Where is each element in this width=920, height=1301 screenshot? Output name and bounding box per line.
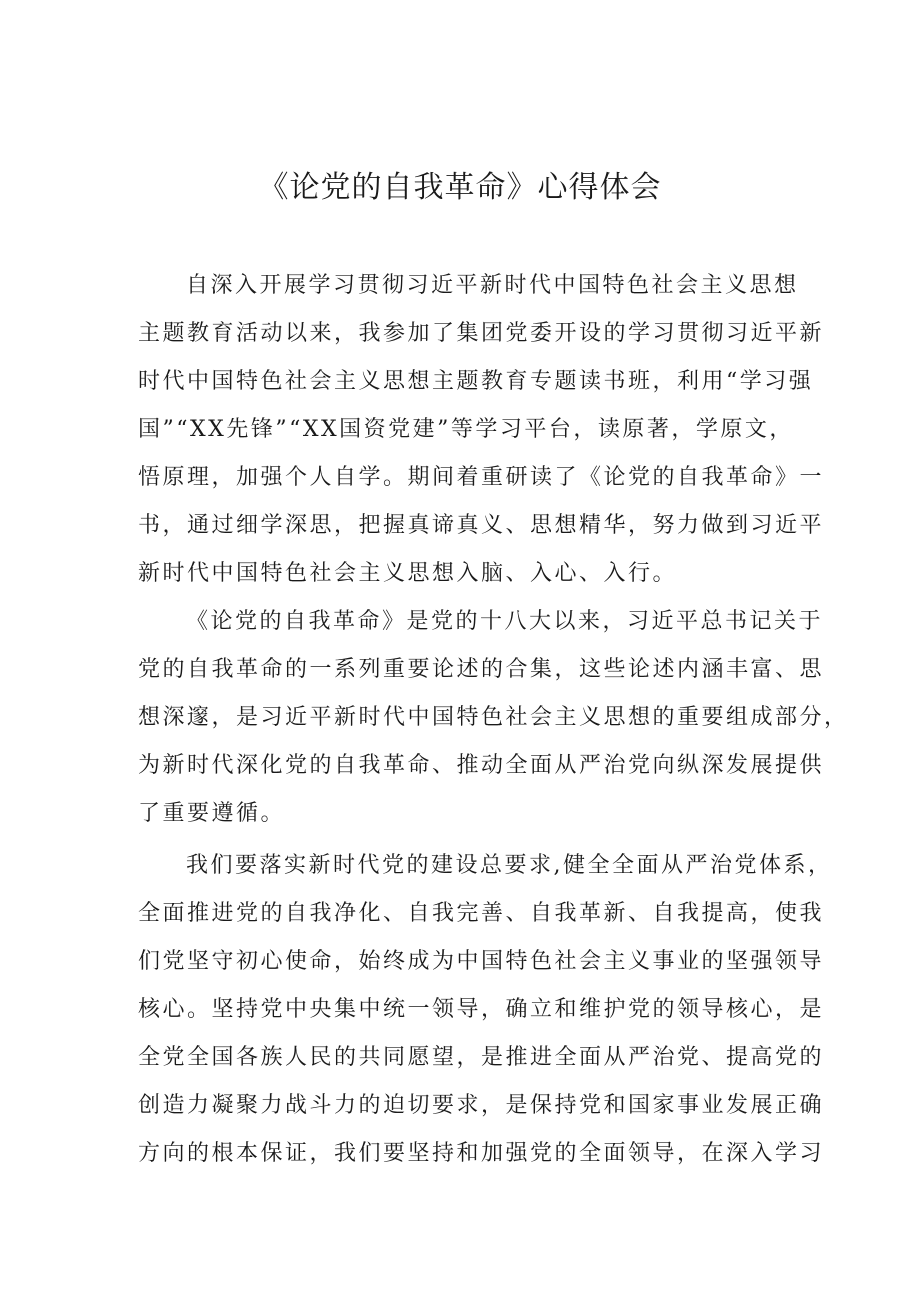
paragraph-line: 《论党的自我革命》是党的十八大以来，习近平总书记关于: [186, 609, 824, 634]
paragraph-line: 国”“XX先锋”“XX国资党建”等学习平台，读原著，学原文，: [138, 417, 794, 442]
paragraph-1: [138, 262, 825, 598]
paragraph-line: 自深入开展学习贯彻习近平新时代中国特色社会主义思想: [186, 273, 799, 298]
paragraph-line: 全党全国各族人民的共同愿望，是推进全面从严治党、提高党的: [138, 1045, 825, 1070]
paragraph-line: 主题教育活动以来，我参加了集团党委开设的学习贯彻习近平新: [138, 321, 825, 346]
paragraph-line: 了重要遵循。: [138, 801, 286, 826]
paragraph-line: 为新时代深化党的自我革命、推动全面从严治党向纵深发展提供: [138, 753, 825, 778]
paragraph-line: 方向的根本保证，我们要坚持和加强党的全面领导，在深入学习: [138, 1141, 825, 1166]
paragraph-line: 新时代中国特色社会主义思想入脑、入心、入行。: [138, 561, 678, 586]
document-title: 《论党的自我革命》心得体会: [258, 170, 662, 205]
paragraph-line: 时代中国特色社会主义思想主题教育专题读书班，利用“学习强: [138, 369, 814, 394]
paragraph-line: 们党坚守初心使命，始终成为中国特色社会主义事业的坚强领导: [138, 949, 825, 974]
paragraph-line: 书，通过细学深思，把握真谛真义、思想精华，努力做到习近平: [138, 513, 825, 538]
paragraph-line: 悟原理，加强个人自学。期间着重研读了《论党的自我革命》一: [138, 465, 825, 490]
paragraph-line: 创造力凝聚力战斗力的迫切要求，是保持党和国家事业发展正确: [138, 1093, 825, 1118]
paragraph-line: 我们要落实新时代党的建设总要求,健全全面从严治党体系，: [186, 853, 833, 878]
paragraph-3: [138, 842, 833, 1178]
document-body: [138, 262, 849, 1178]
paragraph-line: 党的自我革命的一系列重要论述的合集，这些论述内涵丰富、思: [138, 657, 825, 682]
paragraph-line: 核心。坚持党中央集中统一领导，确立和维护党的领导核心，是: [138, 997, 825, 1022]
paragraph-line: 全面推进党的自我净化、自我完善、自我革新、自我提高，使我: [138, 901, 825, 926]
paragraph-2: [138, 598, 849, 838]
paragraph-line: 想深邃，是习近平新时代中国特色社会主义思想的重要组成部分，: [138, 705, 849, 730]
